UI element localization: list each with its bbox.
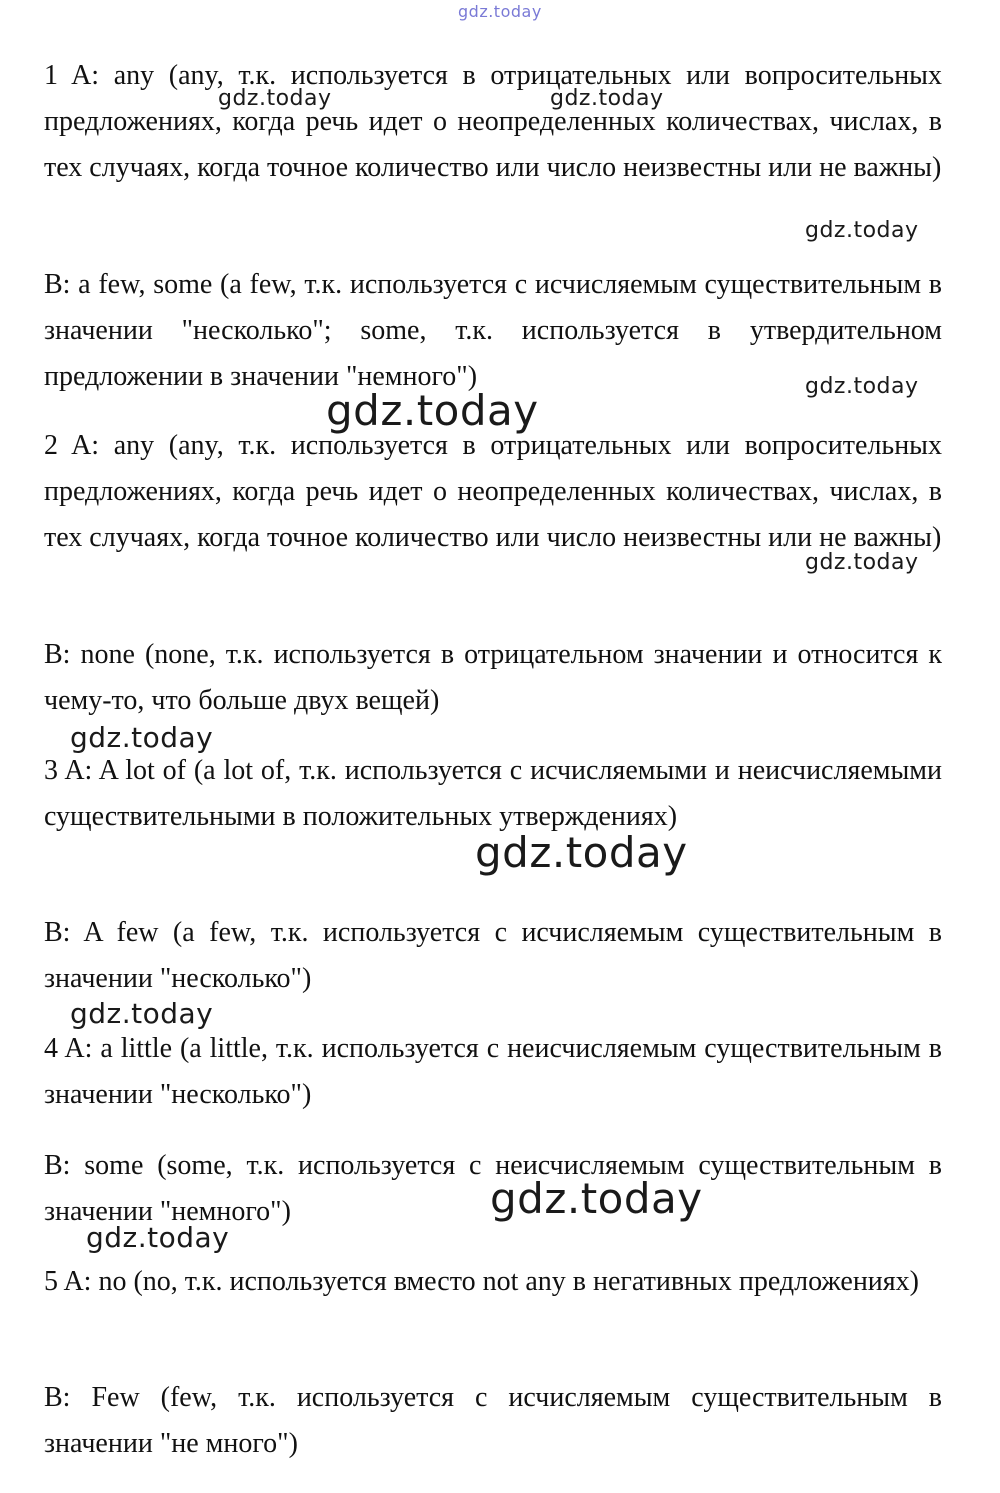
- watermark: gdz.today: [218, 86, 332, 111]
- answer-2b: B: none (none, т.к. используется в отрицательном значении и относится к чему-то, что больше двух вещей): [44, 639, 942, 716]
- watermark: gdz.today: [70, 997, 214, 1030]
- answer-1a: 1 A: any (any, т.к. используется в отрицательных или вопросительных предложениях, когда речь идет о неопределенных количествах, числах, в тех случаях, когда точное количество или число неизвестны или не важны): [44, 60, 942, 183]
- answer-2a: 2 A: any (any, т.к. используется в отрицательных или вопросительных предложениях, когда речь идет о неопределенных количествах, числах, в тех случаях, когда точное количество или число неизвестны или не важны): [44, 430, 942, 553]
- watermark: gdz.today: [70, 721, 214, 754]
- answer-3b: B: A few (a few, т.к. используется с исчисляемым существительным в значении "несколько"): [44, 917, 942, 994]
- watermark: gdz.today: [805, 374, 919, 399]
- watermark: gdz.today: [458, 2, 542, 21]
- answer-4a: 4 A: a little (a little, т.к. используется с неисчисляемым существительным в значении "несколько"): [44, 1033, 942, 1110]
- watermark: gdz.today: [326, 386, 539, 435]
- watermark: gdz.today: [475, 828, 688, 877]
- watermark: gdz.today: [86, 1221, 230, 1254]
- answer-5a: 5 A: no (no, т.к. используется вместо not any в негативных предложениях): [44, 1266, 919, 1297]
- answer-4b: B: some (some, т.к. используется с неисчисляемым существительным в значении "немного"): [44, 1150, 942, 1227]
- answer-5b: B: Few (few, т.к. используется с исчисляемым существительным в значении "не много"): [44, 1382, 942, 1459]
- watermark: gdz.today: [490, 1174, 703, 1223]
- answer-1b: B: a few, some (a few, т.к. используется с исчисляемым существительным в значении "несколько"; some, т.к. используется в утвердительном предложении в значении "немного"): [44, 269, 942, 392]
- answer-3a: 3 A: A lot of (a lot of, т.к. используется с исчисляемыми и неисчисляемыми существительными в положительных утверждениях): [44, 755, 942, 832]
- watermark: gdz.today: [805, 550, 919, 575]
- watermark: gdz.today: [550, 86, 664, 111]
- watermark: gdz.today: [805, 218, 919, 243]
